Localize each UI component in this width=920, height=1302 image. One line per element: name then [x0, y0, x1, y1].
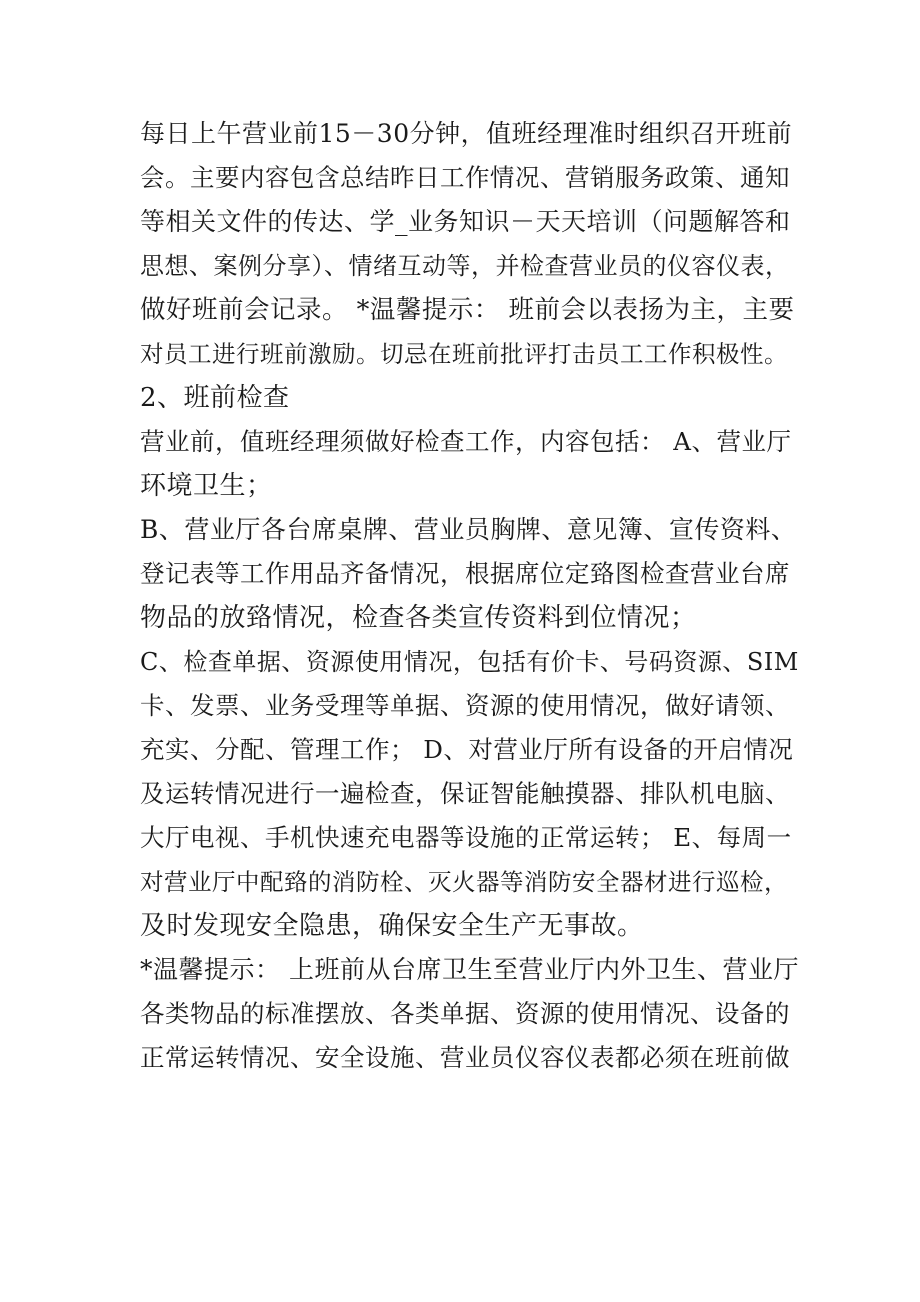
text-line: 思想、案例分享）、情绪互动等，并检查营业员的仪容仪表，: [140, 252, 790, 280]
text-line: 每日上午营业前15－30分钟，值班经理准时组织召开班前: [140, 119, 793, 148]
text-line: 各类物品的标准摆放、各类单据、资源的使用情况、设备的: [140, 999, 790, 1028]
text-line: 正常运转情况、安全设施、营业员仪容仪表都必须在班前做: [140, 1043, 790, 1072]
text-line: 卡、发票、业务受理等单据、资源的使用情况，做好请领、: [140, 691, 790, 720]
text-line: 登记表等工作用品齐备情况，根据席位定臵图检查营业台席: [140, 559, 790, 588]
section-heading: 2、班前检查: [140, 383, 290, 413]
text-line: *温馨提示： 上班前从台席卫生至营业厅内外卫生、营业厅: [140, 955, 799, 984]
text-line: C、检查单据、资源使用情况，包括有价卡、号码资源、SIM: [140, 648, 799, 676]
text-line: 会。主要内容包含总结昨日工作情况、营销服务政策、通知: [140, 163, 790, 192]
text-line: 环境卫生；: [140, 471, 273, 501]
text-line: 对员工进行班前激励。切忌在班前批评打击员工工作积极性。: [140, 340, 788, 368]
text-line: 营业前，值班经理须做好检查工作，内容包括： A、营业厅: [140, 427, 792, 456]
text-line: 大厅电视、手机快速充电器等设施的正常运转； E、每周一: [140, 823, 792, 852]
text-line: B、营业厅各台席桌牌、营业员胸牌、意见簿、宣传资料、: [140, 515, 797, 544]
text-line: 及运转情况进行一遍检查，保证智能触摸器、排队机电脑、: [140, 779, 790, 808]
text-line: 做好班前会记录。 *温馨提示： 班前会以表扬为主，主要: [140, 295, 795, 325]
text-line: 等相关文件的传达、学_业务知识－天天培训（问题解答和: [140, 207, 791, 236]
document-body: [140, 112, 800, 1080]
text-line: 充实、分配、管理工作； D、对营业厅所有设备的开启情况: [140, 735, 794, 764]
text-line: 对营业厅中配臵的消防栓、灭火器等消防安全器材进行巡检，: [140, 868, 788, 896]
text-line: 及时发现安全隐患，确保安全生产无事故。: [140, 911, 644, 941]
text-line: 物品的放臵情况，检查各类宣传资料到位情况；: [140, 603, 697, 633]
